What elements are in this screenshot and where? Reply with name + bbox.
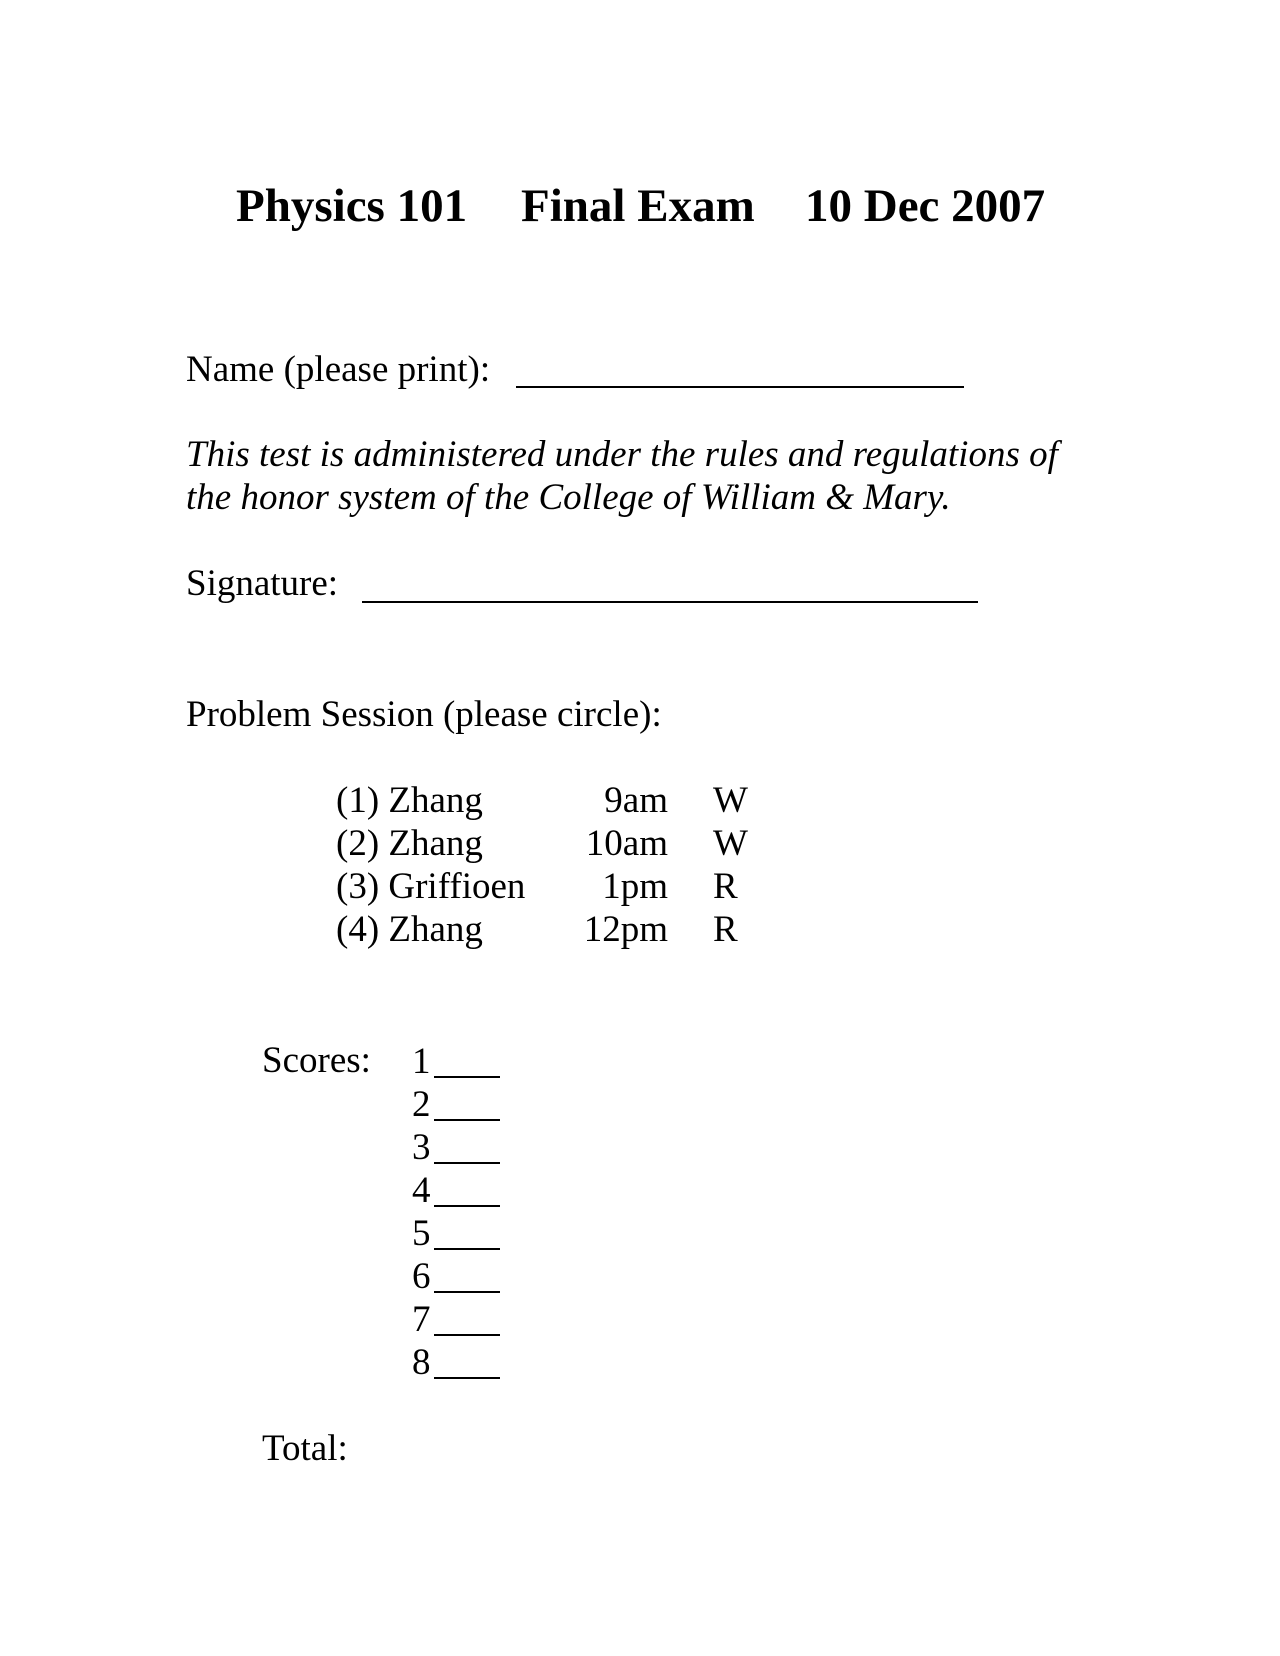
problem-number: 7	[412, 1299, 431, 1340]
score-blank[interactable]	[434, 1162, 500, 1164]
score-entry[interactable]	[412, 1083, 532, 1126]
signature-label: Signature:	[186, 563, 339, 604]
problem-number: 8	[412, 1342, 431, 1383]
exam-date: 10 Dec 2007	[805, 180, 1046, 232]
score-entry[interactable]	[412, 1169, 532, 1212]
session-day: W	[713, 780, 748, 821]
session-time: 10am	[585, 823, 668, 864]
score-entry[interactable]	[412, 1126, 532, 1169]
honor-statement-line1: This test is administered under the rules and regulations of	[186, 434, 1058, 475]
session-option[interactable]	[0, 779, 1280, 822]
exam-title: Final Exam	[521, 180, 755, 232]
session-instructor: (4) Zhang	[336, 909, 483, 950]
score-entry[interactable]	[412, 1341, 532, 1384]
problem-session-label: Problem Session (please circle):	[186, 694, 662, 735]
session-option[interactable]	[0, 908, 1280, 951]
session-day: W	[713, 823, 748, 864]
total-label: Total:	[262, 1428, 348, 1469]
session-instructor: (3) Griffioen	[336, 866, 526, 907]
problem-number: 6	[412, 1256, 431, 1297]
session-time: 9am	[604, 780, 668, 821]
session-time: 12pm	[583, 909, 668, 950]
problem-number: 4	[412, 1170, 431, 1211]
session-day: R	[713, 909, 738, 950]
problem-number: 3	[412, 1127, 431, 1168]
session-time: 1pm	[602, 866, 668, 907]
session-instructor: (2) Zhang	[336, 823, 483, 864]
scores-label: Scores:	[262, 1040, 371, 1081]
score-blank[interactable]	[434, 1205, 500, 1207]
score-blank[interactable]	[434, 1119, 500, 1121]
problem-number: 5	[412, 1213, 431, 1254]
score-blank[interactable]	[434, 1377, 500, 1379]
honor-statement-line2: the honor system of the College of William & Mary.	[186, 477, 951, 518]
score-entry[interactable]	[412, 1040, 532, 1083]
course-title: Physics 101	[236, 180, 468, 232]
score-blank[interactable]	[434, 1334, 500, 1336]
score-blank[interactable]	[434, 1291, 500, 1293]
name-label: Name (please print):	[186, 349, 491, 390]
score-entry[interactable]	[412, 1298, 532, 1341]
score-entry[interactable]	[412, 1212, 532, 1255]
problem-number: 2	[412, 1084, 431, 1125]
score-blank[interactable]	[434, 1248, 500, 1250]
name-input-line[interactable]	[516, 386, 964, 388]
session-instructor: (1) Zhang	[336, 780, 483, 821]
signature-input-line[interactable]	[362, 601, 978, 603]
session-option[interactable]	[0, 865, 1280, 908]
score-entry[interactable]	[412, 1255, 532, 1298]
session-day: R	[713, 866, 738, 907]
problem-number: 1	[412, 1041, 431, 1082]
session-option[interactable]	[0, 822, 1280, 865]
score-blank[interactable]	[434, 1076, 500, 1078]
